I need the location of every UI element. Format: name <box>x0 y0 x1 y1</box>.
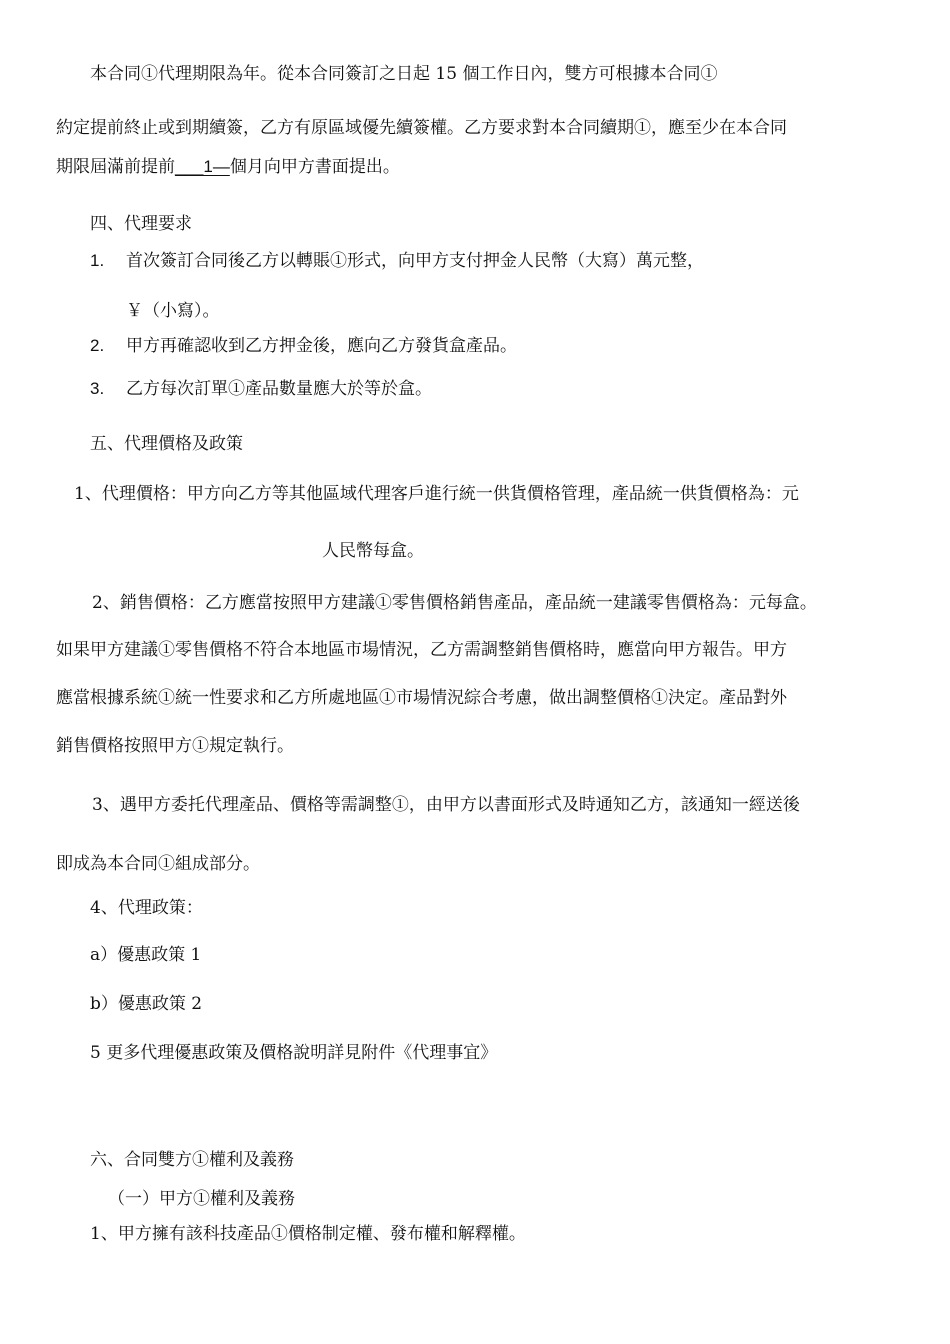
list-item <box>90 380 432 398</box>
months-blank: ___1— <box>175 157 230 176</box>
sales-price-line-1: 2、銷售價格：乙方應當按照甲方建議①零售價格銷售產品，產品統一建議零售價格為：元每盒。 <box>92 593 817 613</box>
list-text: 乙方每次訂單①產品數量應大於等於盒。 <box>126 379 432 399</box>
agency-price-line-1: 1、代理價格：甲方向乙方等其他區域代理客戶進行統一供貨價格管理，產品統一供貨價格為：元 <box>74 484 799 504</box>
adjustment-line-2: 即成為本合同①組成部分。 <box>56 854 260 874</box>
section-5-title: 五、代理價格及政策 <box>90 434 243 454</box>
section-6-title: 六、合同雙方①權利及義務 <box>90 1150 294 1170</box>
policy-item-a: a）優惠政策 1 <box>90 945 202 965</box>
section-6-subtitle: （一）甲方①權利及義務 <box>108 1189 295 1209</box>
section-4-title: 四、代理要求 <box>90 214 192 234</box>
policy-item-b: b）優惠政策 2 <box>90 994 203 1014</box>
list-item-continued: ￥（小寫）。 <box>126 301 220 321</box>
section-6-item-1: 1、甲方擁有該科技產品①價格制定權、發布權和解釋權。 <box>90 1224 526 1244</box>
list-number: 3. <box>90 379 105 398</box>
list-text: 首次簽訂合同後乙方以轉賬①形式，向甲方支付押金人民幣（大寫）萬元整， <box>126 251 704 271</box>
list-text: 甲方再確認收到乙方押金後，應向乙方發貨盒產品。 <box>126 336 517 356</box>
adjustment-line-1: 3、遇甲方委托代理產品、價格等需調整①，由甲方以書面形式及時通知乙方，該通知一經送後 <box>92 795 800 815</box>
sales-price-line-4: 銷售價格按照甲方①規定執行。 <box>56 736 294 756</box>
agency-policy-heading: 4、代理政策： <box>90 898 203 918</box>
list-item <box>90 252 704 270</box>
term-line-1: 本合同①代理期限為年。從本合同簽訂之日起 15 個工作日內，雙方可根據本合同① <box>90 64 718 84</box>
term-line-3 <box>56 158 400 176</box>
term-line-3-text-a: 期限屆滿前提前 <box>56 157 175 177</box>
policy-item-5: 5 更多代理優惠政策及價格說明詳見附件《代理事宜》 <box>90 1043 498 1063</box>
list-number: 1. <box>90 251 105 270</box>
sales-price-line-3: 應當根據系統①統一性要求和乙方所處地區①市場情況綜合考慮，做出調整價格①決定。產品對外 <box>56 688 787 708</box>
term-line-2: 約定提前終止或到期續簽，乙方有原區域優先續簽權。乙方要求對本合同續期①，應至少在本合同 <box>56 118 787 138</box>
agency-price-line-2: 人民幣每盒。 <box>322 541 424 561</box>
list-number: 2. <box>90 336 105 355</box>
list-item <box>90 337 517 355</box>
term-line-3-text-b: 個月向甲方書面提出。 <box>229 157 400 177</box>
sales-price-line-2: 如果甲方建議①零售價格不符合本地區市場情況，乙方需調整銷售價格時，應當向甲方報告。甲方 <box>56 640 787 660</box>
